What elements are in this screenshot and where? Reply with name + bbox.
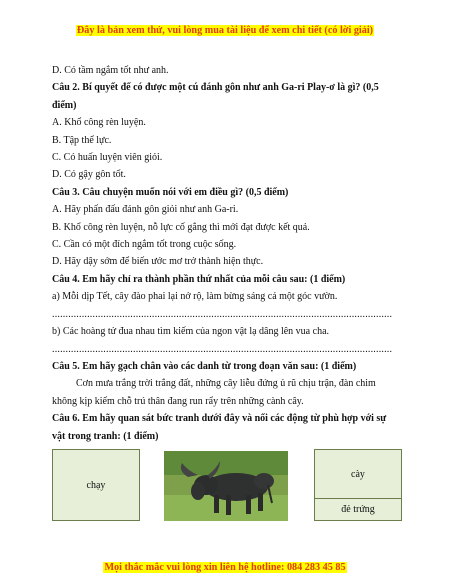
verb-label: cày [351,468,365,480]
question-6: Câu 6. Em hãy quan sát bức tranh dưới đây và nối các động từ phù hợp với sự vật trong tranh: (1 điểm) [52,413,387,442]
option-line: D. Có tầm ngắm tốt như anh. [52,65,169,76]
answer-line: .............................................................................................................................. [52,308,393,320]
noun-box-bottom[interactable] [314,498,402,521]
matching-figure [52,449,400,521]
document-body [52,62,402,445]
verb-label: chạy [86,479,106,491]
q4-sentence-b: b) Các hoàng tử đua nhau tìm kiếm của ngon vật lạ dâng lên vua cha. [52,326,330,338]
q2-option-d: D. Có gậy gôn tốt. [52,169,126,181]
hotline-notice [0,562,450,573]
q4-sentence-a: a) Mỗi dịp Tết, cây đào phai lại nở rộ, làm bừng sáng cả một góc vườn. [52,291,338,303]
q3-option-b: B. Khổ công rèn luyện, nỗ lực cố gắng thì mới đạt được kết quả. [52,221,310,233]
question-2: Câu 2. Bí quyết để có được một cú đánh gôn như anh Ga-ri Play-ơ là gì? (0,5 điểm) [52,82,379,111]
q3-option-d: D. Hãy dậy sớm để biến ước mơ trở thành hiện thực. [52,256,264,268]
q3-option-c: C. Cần có một đích ngắm tốt trong cuộc sống. [52,239,237,251]
q2-option-c: C. Có huấn luyện viên giỏi. [52,152,163,164]
preview-notice [0,25,450,36]
q3-option-a: A. Hãy phấn đấu đánh gôn giỏi như anh Ga-ri. [52,204,239,216]
verb-box-left[interactable] [52,449,140,521]
water-buffalo-photo [164,451,288,521]
q5-paragraph: Cơn mưa trắng trời trắng đất, những cây liễu đứng ủ rũ chịu trận, đàn chim không kịp kiếm chỗ trú thân đang run rẩy trên những cành cây. [52,378,376,407]
noun-box-top[interactable] [314,449,402,499]
question-4: Câu 4. Em hãy chỉ ra thành phần thứ nhất của mỗi câu sau: (1 điểm) [52,273,346,285]
q2-option-b: B. Tập thể lực. [52,134,112,146]
q2-option-a: A. Khổ công rèn luyện. [52,117,146,129]
question-5: Câu 5. Em hãy gạch chân vào các danh từ trong đoạn văn sau: (1 điểm) [52,360,357,372]
question-3: Câu 3. Câu chuyện muốn nói với em điều gì? (0,5 điểm) [52,186,289,198]
verb-label: đẻ trứng [341,504,375,515]
answer-line: .............................................................................................................................. [52,343,393,355]
preview-notice-text: Đây là bản xem thử, vui lòng mua tài liệu để xem chi tiết (có lời giải) [76,25,374,36]
hotline-notice-text: Mọi thắc mắc vui lòng xin liên hệ hotline: 084 283 45 85 [104,562,346,573]
